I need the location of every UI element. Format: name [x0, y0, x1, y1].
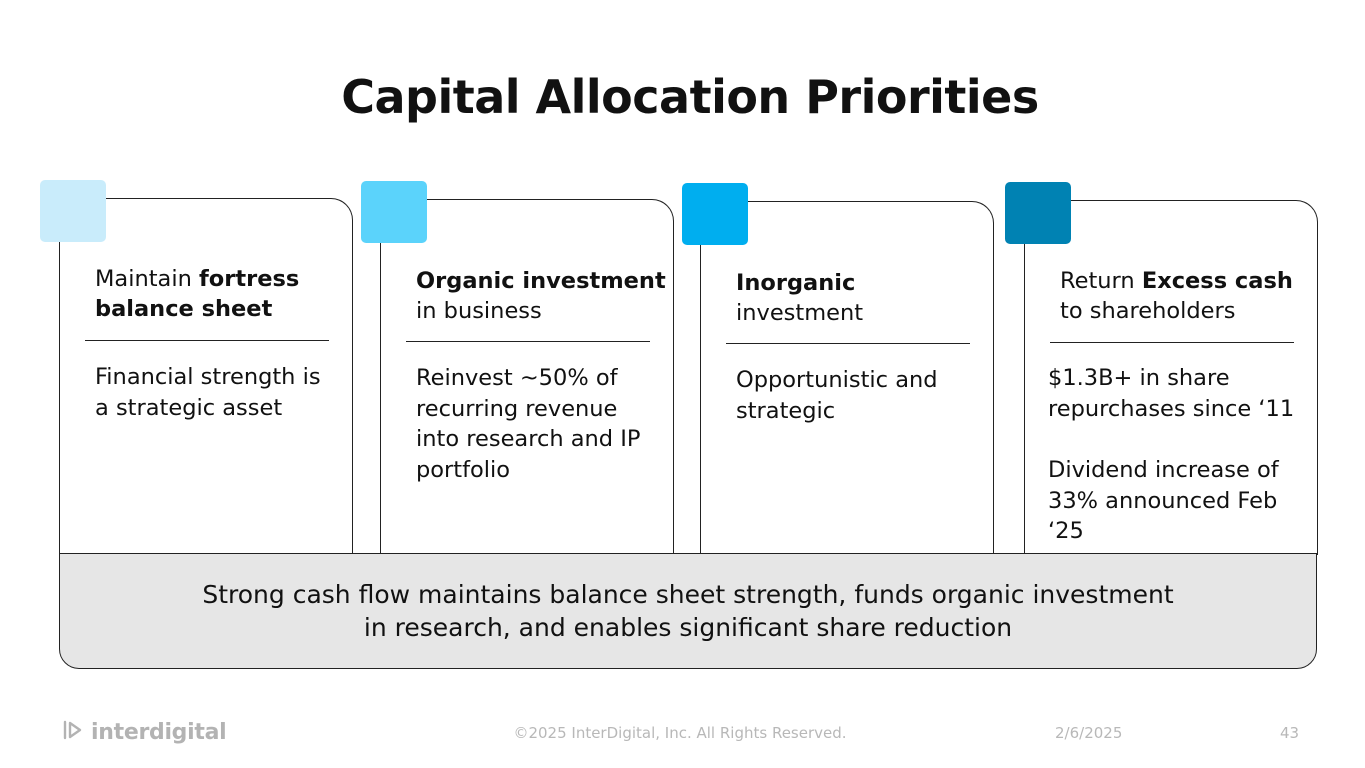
- card-accent-square: [1005, 182, 1071, 244]
- card-divider: [406, 341, 650, 342]
- footer-page-number: 43: [1280, 724, 1300, 742]
- card-body: [736, 365, 976, 426]
- card-heading: Organic investment in business: [416, 268, 666, 324]
- card-accent-square: [40, 180, 106, 242]
- card-body-text: Financial strength is a strategic asset: [95, 364, 321, 421]
- card-heading: Inorganic investment: [736, 270, 864, 326]
- card-heading: Return Excess cash to shareholders: [1060, 268, 1293, 324]
- card-body: [416, 363, 651, 485]
- card-body-text: Reinvest ~50% of recurring revenue into research and IP portfolio: [416, 365, 641, 483]
- footer-logo: [61, 717, 226, 747]
- footer-copyright: ©2025 InterDigital, Inc. All Rights Reserved.: [513, 724, 847, 742]
- slide-title: Capital Allocation Priorities: [341, 70, 1039, 124]
- card-accent-square: [361, 181, 427, 243]
- interdigital-logo-icon: [61, 719, 85, 745]
- logo-text: interdigital: [91, 719, 227, 745]
- card-divider: [85, 340, 329, 341]
- card-body-text: Dividend increase of 33% announced Feb ‘25: [1048, 457, 1279, 544]
- summary-box: [59, 553, 1317, 669]
- summary-text: Strong cash flow maintains balance sheet strength, funds organic investment in research, and enables significant share reduction: [202, 580, 1174, 642]
- card-accent-square: [682, 183, 748, 245]
- card-divider: [726, 343, 970, 344]
- card-divider: [1050, 342, 1294, 343]
- card-body-text: Opportunistic and strategic: [736, 367, 938, 424]
- footer-date: 2/6/2025: [1055, 724, 1123, 742]
- card-body: [95, 362, 335, 423]
- card-body: [1048, 363, 1314, 547]
- card-heading: Maintain fortress balance sheet: [95, 266, 300, 322]
- card-body-text: $1.3B+ in share repurchases since ‘11: [1048, 365, 1295, 422]
